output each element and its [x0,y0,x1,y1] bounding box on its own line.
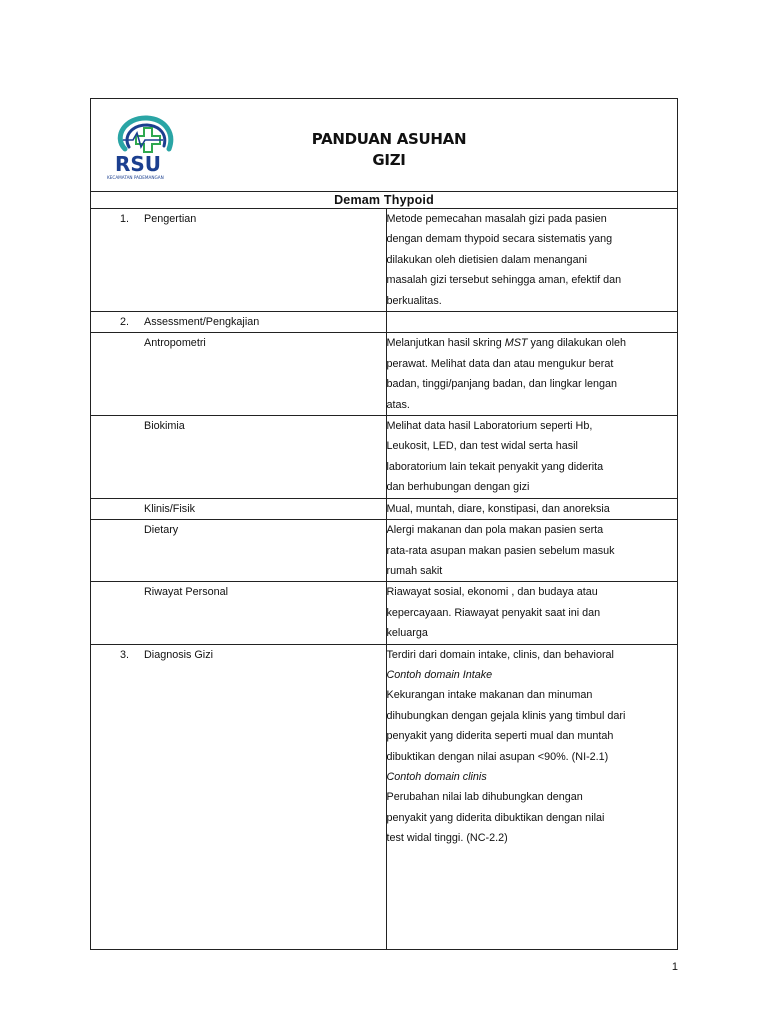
row-number: 1. [119,213,129,225]
table-row [91,209,677,312]
content-line: kepercayaan. Riawayat penyakit saat ini dan [386,606,601,619]
row-content [386,498,677,519]
content-line: Metode pemecahan masalah gizi pada pasien [386,213,607,225]
content-line: Melanjutkan hasil skring MST yang dilakukan oleh [386,337,626,350]
row-label: Pengertian [144,213,197,225]
table-row [91,416,677,499]
content-line: test widal tinggi. (NC-2.2) [386,832,508,845]
row-number: 3. [119,648,129,661]
row-label: Antropometri [144,337,206,350]
row-content [386,312,677,333]
content-line: dihubungkan dengan gejala klinis yang timbul dari [386,709,626,722]
content-line: rata-rata asupan makan pasien sebelum masuk [386,544,615,557]
row-label: Diagnosis Gizi [144,648,214,661]
content-line: laboratorium lain tekait penyakit yang diderita [386,460,604,473]
row-content [386,582,677,644]
table-row [91,312,677,333]
table-row [91,582,677,644]
section-subtitle: Demam Thypoid [91,192,677,209]
content-line: atas. [386,398,410,411]
row-label: Biokimia [144,420,185,433]
content-line: rumah sakit [386,564,443,577]
content-line: Riawayat sosial, ekonomi , dan budaya atau [386,586,598,599]
content-line: Kekurangan intake makanan dan minuman [386,689,593,702]
content-line: dilakukan oleh dietisien dalam menangani [386,253,587,266]
content-line: Melihat data hasil Laboratorium seperti Hb, [386,420,593,433]
logo-subtext: KECAMATAN PADEMANGAN [107,175,164,180]
table-row [91,644,677,950]
row-label: Klinis/Fisik [144,502,195,515]
document-frame [90,98,678,950]
document-title [91,129,677,171]
table-row [91,520,677,582]
table-row [91,498,677,519]
row-content [386,416,677,499]
title-line-1: PANDUAN ASUHAN [311,130,467,148]
row-content [386,209,677,312]
content-line: Terdiri dari domain intake, clinis, dan behavioral [386,648,614,661]
content-line: penyakit yang diderita dibuktikan dengan nilai [386,811,605,824]
content-line: Alergi makanan dan pola makan pasien serta [386,524,604,537]
row-content [386,333,677,416]
example-heading: Contoh domain clinis [386,770,487,783]
content-line: masalah gizi tersebut sehingga aman, efektif dan [386,274,622,287]
content-line: Perubahan nilai lab dihubungkan dengan [386,791,583,804]
row-label: Dietary [144,524,179,537]
content-line: dengan demam thypoid secara sistematis yang [386,233,613,246]
content-line: perawat. Melihat data dan atau mengukur berat [386,357,614,370]
table-row [91,333,677,416]
row-label: Riwayat Personal [144,586,229,599]
page-number: 1 [671,961,678,973]
content-line: badan, tinggi/panjang badan, dan lingkar lengan [386,378,618,391]
document-header [91,99,677,192]
content-line: dan berhubungan dengan gizi [386,481,530,494]
row-content [386,520,677,582]
content-line: keluarga [386,627,428,640]
content-line: Leukosit, LED, dan test widal serta hasil [386,440,578,453]
row-content [386,644,677,950]
content-line: berkualitas. [386,294,442,307]
row-label: Assessment/Pengkajian [144,316,260,329]
row-number: 2. [119,316,129,329]
content-line: dibuktikan dengan nilai asupan <90%. (NI-2.1) [386,750,609,763]
example-heading: Contoh domain Intake [386,668,493,681]
content-line: penyakit yang diderita seperti mual dan muntah [386,730,614,743]
content-line: Mual, muntah, diare, konstipasi, dan anoreksia [386,502,610,515]
title-line-2: GIZI [372,151,406,169]
logo-text: RSU [115,152,162,176]
guideline-table [91,209,677,950]
